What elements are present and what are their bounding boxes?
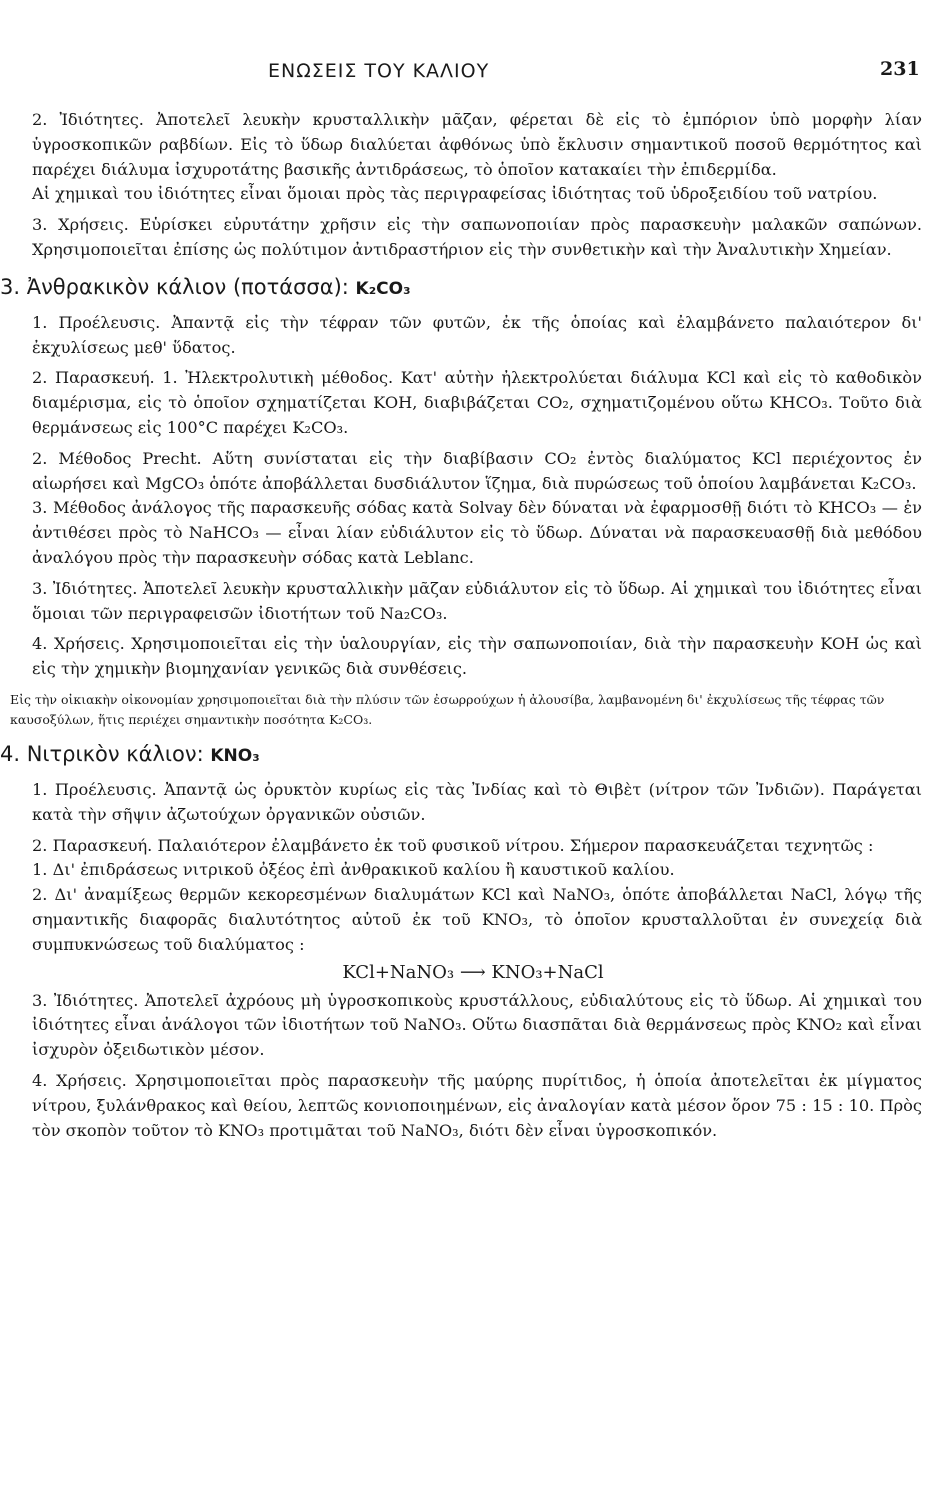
section-formula: KNO₃ [210,745,260,766]
section-title: 4. Νιτρικὸν κάλιον: [0,741,204,766]
section-heading-potassium-nitrate [0,740,946,770]
page-number: 231 [880,58,920,80]
paragraph-properties-k2co3: 3. Ἰδιότητες. Ἀποτελεῖ λευκὴν κρυσταλλικὴν μᾶζαν εὐδιάλυτον εἰς τὸ ὕδωρ. Αἱ χημικαὶ του ἰδιότητες εἶναι ὅμοιαι τῶν περιγραφεισῶν ἰδιοτήτων τοῦ Na₂CO₃. [32,578,922,623]
footnote [0,690,946,730]
paragraph-uses-kno3: 4. Χρήσεις. Χρησιμοποιεῖται πρὸς παρασκευὴν τῆς μαύρης πυρίτιδος, ἡ ὁποία ἀποτελεῖται ἐκ μίγματος νίτρου, ξυλάνθρακος καὶ θείου, λεπτῶς κονιοποιημένων, εἰς ἀναλογίαν κατὰ μέσον ὅρον 75 : 15 : 10. Πρὸς τὸν σκοπὸν τοῦτον τὸ KNO₃ προτιμᾶται τοῦ NaNO₃, διότι δὲν εἶναι ὑγροσκοπικόν. [32,1070,922,1140]
section-heading-potassium-carbonate [0,273,946,303]
paragraph-properties-koh: 2. Ἰδιότητες. Ἀποτελεῖ λευκὴν κρυσταλλικὴν μᾶζαν, φέρεται δὲ εἰς τὸ ἐμπόριον ὑπὸ μορφὴν λίαν ὑγροσκοπικῶν ραβδίων. Εἰς τὸ ὕδωρ διαλύεται ἀφθόνως ὑπὸ ἔκλυσιν σημαντικοῦ ποσοῦ θερμότητος καὶ παρέχει διάλυμα ἰσχυροτάτης βασικῆς ἀντιδράσεως, τὸ ὁποῖον κατακαίει τὴν ἐπιδερμίδα. [32,110,922,179]
paragraph-solvay-method: 3. Μέθοδος ἀνάλογος τῆς παρασκευῆς σόδας κατὰ Solvay δὲν δύναται νὰ ἐφαρμοσθῇ διότι τὸ KHCO₃ — ἐν ἀντιθέσει πρὸς τὸ NaHCO₃ — εἶναι λίαν εὐδιάλυτον εἰς τὸ ὕδωρ. Δύναται νὰ παρασκευασθῇ διὰ μεθόδου ἀναλόγου πρὸς τὴν παρασκευὴν σόδας κατὰ Leblanc. [32,498,922,567]
chemical-equation: KCl+NaNO₃ ⟶ KNO₃+NaCl [342,961,604,983]
paragraph-method-1: 1. Δι' ἐπιδράσεως νιτρικοῦ ὀξέος ἐπὶ ἀνθρακικοῦ καλίου ἢ καυστικοῦ καλίου. [32,860,675,880]
paragraph-precht-method: 2. Μέθοδος Precht. Αὕτη συνίσταται εἰς τὴν διαβίβασιν CO₂ ἐντὸς διαλύματος KCl περιέχοντος ἐν αἰωρήσει καὶ MgCO₃ ὁπότε ἀποβάλλεται δυσδιάλυτον ἵζημα, διὰ πυρώσεως τοῦ ὁποίου λαμβάνεται K₂CO₃. [32,448,922,493]
paragraph-preparation-kno3: 2. Παρασκευή. Παλαιότερον ἐλαμβάνετο ἐκ τοῦ φυσικοῦ νίτρου. Σήμερον παρασκευάζεται τεχνητῶς : [32,835,874,855]
section-title: 3. Ἀνθρακικὸν κάλιον (ποτάσσα): [0,274,349,299]
paragraph-uses-koh: 3. Χρήσεις. Εὑρίσκει εὐρυτάτην χρῆσιν εἰς τὴν σαπωνοποιίαν πρὸς παρασκευὴν μαλακῶν σαπώνων. Χρησιμοποιεῖται ἐπίσης ὡς πολύτιμον ἀντιδραστήριον εἰς τὴν συνθετικὴν καὶ τὴν Ἀναλυτικὴν Χημείαν. [32,215,922,259]
paragraph-origin-kno3: 1. Προέλευσις. Ἀπαντᾷ ὡς ὀρυκτὸν κυρίως εἰς τὰς Ἰνδίας καὶ τὸ Θιβὲτ (νίτρον τῶν Ἰνδιῶν). Παράγεται κατὰ τὴν σῆψιν ἀζωτούχων ὀργανικῶν οὐσιῶν. [32,779,922,824]
page-body [0,108,946,1143]
paragraph-chemical-properties: Αἱ χημικαὶ του ἰδιότητες εἶναι ὅμοιαι πρὸς τὰς περιγραφείσας ἰδιότητας τοῦ ὑδροξειδίου τοῦ νατρίου. [32,184,878,204]
paragraph-origin-k2co3: 1. Προέλευσις. Ἀπαντᾷ εἰς τὴν τέφραν τῶν φυτῶν, ἐκ τῆς ὁποίας καὶ ἐλαμβάνετο παλαιότερον δι' ἐκχυλίσεως μεθ' ὕδατος. [32,312,922,357]
paragraph-properties-kno3: 3. Ἰδιότητες. Ἀποτελεῖ ἀχρόους μὴ ὑγροσκοπικοὺς κρυστάλλους, εὐδιαλύτους εἰς τὸ ὕδωρ. Αἱ χημικαὶ του ἰδιότητες εἶναι ἀνάλογοι τῶν ἰδιοτήτων τοῦ NaNO₃. Οὕτω διασπᾶται διὰ θερμάνσεως πρὸς KNO₂ καὶ εἶναι ἰσχυρὸν ὀξειδωτικὸν μέσον. [32,990,922,1060]
paragraph-method-2: 2. Δι' ἀναμίξεως θερμῶν κεκορεσμένων διαλυμάτων KCl καὶ NaNO₃, ὁπότε ἀποβάλλεται NaCl, λόγῳ τῆς σημαντικῆς διαφορᾶς διαλυτότητος αὐτοῦ ἐκ τοῦ KNO₃, τὸ ὁποῖον κρυσταλλοῦται ἐν συνεχείᾳ διὰ συμπυκνώσεως τοῦ διαλύματος : [32,885,922,954]
footnote-text: Εἰς τὴν οἰκιακὴν οἰκονομίαν χρησιμοποιεῖται διὰ τὴν πλύσιν τῶν ἐσωρρούχων ἡ ἀλουσίβα, λαμβανομένη δι' ἐκχυλίσεως τῆς τέφρας τῶν καυσοξύλων, ἥτις περιέχει σημαντικὴν ποσότητα K₂CO₃. [10,691,885,727]
paragraph-preparation-k2co3: 2. Παρασκευή. 1. Ἠλεκτρολυτικὴ μέθοδος. Κατ' αὐτὴν ἠλεκτρολύεται διάλυμα KCl καὶ εἰς τὸ καθοδικὸν διαμέρισμα, εἰς τὸ ὁποῖον σχηματίζεται KOH, διαβιβάζεται CO₂, σχηματιζομένου οὕτω KHCO₃. Τοῦτο διὰ θερμάνσεως εἰς 100°C παρέχει K₂CO₃. [32,368,922,437]
paragraph-uses-k2co3: 4. Χρήσεις. Χρησιμοποιεῖται εἰς τὴν ὑαλουργίαν, εἰς τὴν σαπωνοποιίαν, διὰ τὴν παρασκευὴν KOH ὡς καὶ εἰς τὴν χημικὴν βιομηχανίαν γενικῶς διὰ συνθέσεις. [32,634,922,679]
page-header [0,58,946,88]
running-title: ΕΝΩΣΕΙΣ ΤΟΥ ΚΑΛΙΟΥ [268,60,490,82]
section-formula: K₂CO₃ [355,278,411,299]
